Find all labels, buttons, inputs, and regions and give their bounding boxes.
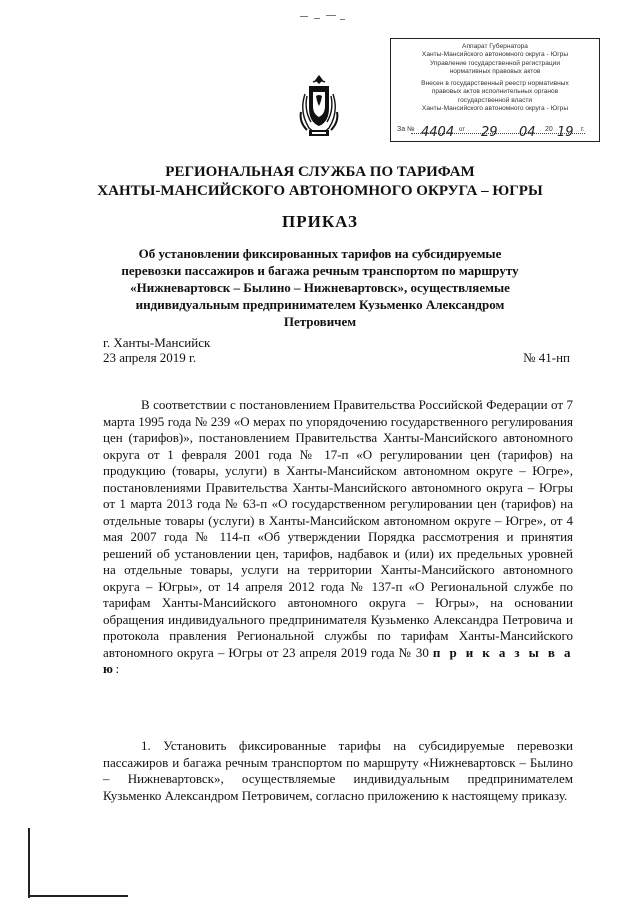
footer-line xyxy=(28,895,128,897)
stamp-line: нормативных правовых актов xyxy=(449,67,541,75)
margin-line xyxy=(28,828,30,898)
stamp-line: государственной власти xyxy=(457,96,533,104)
stamp-reg-day: 29 xyxy=(481,124,498,140)
org-line-2: ХАНТЫ-МАНСИЙСКОГО АВТОНОМНОГО ОКРУГА – ЮГРЫ xyxy=(97,183,543,199)
organization-title xyxy=(60,163,580,201)
stamp-line: Ханты-Мансийского автономного округа - Югры xyxy=(421,51,569,59)
document-city: г. Ханты-Мансийск xyxy=(103,335,211,350)
preamble-end: : xyxy=(115,661,120,676)
scan-artifact xyxy=(300,14,350,22)
stamp-line: Аппарат Губернатора xyxy=(462,43,528,50)
document-number: № 41-нп xyxy=(523,350,570,365)
stamp-reg-month: 04 xyxy=(519,124,536,140)
coat-of-arms-emblem xyxy=(295,72,343,142)
order-word: п р и к а з ы в а ю xyxy=(103,644,573,676)
clause-1-paragraph: 1. Установить фиксированные тарифы на субсидируемые перевозки пассажиров и багажа речным транспортом по маршруту «Нижневартовск – Былино – Нижневартовск», осуществляемые индивидуальным предпринимателем Кузьменко Александром Петровичем, согласно приложению к настоящему приказу. xyxy=(103,738,573,803)
document-subject: Об установлении фиксированных тарифов на субсидируемые перевозки пассажиров и багажа речным транспортом по маршруту «Нижневартовск – Былино – Нижневартовск», осуществляемые индивидуальным предпринимателем Кузьменко Александром Петровичем xyxy=(121,246,519,329)
stamp-registration-line: За № 4404 от 29 04 20 19 г. xyxy=(397,124,585,140)
stamp-line: Управление государственной регистрации xyxy=(429,59,561,67)
stamp-line: правовых актов исполнительных органов xyxy=(431,88,559,96)
stamp-line: Ханты-Мансийского автономного округа - Югры xyxy=(421,105,569,113)
stamp-line: Внесен в государственный реестр нормативных xyxy=(421,80,569,88)
preamble-paragraph xyxy=(103,397,573,678)
stamp-reg-number: 4404 xyxy=(421,124,455,140)
stamp-reg-label: За № xyxy=(397,125,415,133)
stamp-year-prefix: 20 xyxy=(545,125,553,133)
preamble-text: В соответствии с постановлением Правительства Российской Федерации от 7 марта 1995 года № 239 «О мерах по упорядочению государственного регулирования цен (тарифов)», постановлением Правительства Ханты-Мансийского автономного округа от 1 февраля 2001 года № 17-п «О регулировании цен (тарифов) на продукцию (товары, услуги) в Ханты-Мансийском автономном округе – Югре», постановлениями Правительства Ханты-Мансийского автономного округа – Югры от 1 марта 2013 года № 63-п «О государственном регулировании цен (тарифов) на отдельные товары (услуги) в Ханты-Мансийском автономном округе – Югре», от 4 мая 2007 года № 114-п «Об утверждении Порядка рассмотрения и принятия решений об установлении цен, тарифов, надбавок и (или) их предельных уровней на отдельные товары, услуги на территории Ханты-Мансийского автономного округа – Югры», от 14 апреля 2012 года № 137-п «О Региональной службе по тарифам Ханты-Мансийского автономного округа – Югры», на основании обращения индивидуального предпринимателя Кузьменко Александра Петровича и протокола правления Региональной службы по тарифам Ханты-Мансийского автономного округа – Югры от 23 апреля 2019 года № 30 xyxy=(103,397,573,660)
stamp-reg-year: 19 xyxy=(557,124,574,140)
org-line-1: РЕГИОНАЛЬНАЯ СЛУЖБА ПО ТАРИФАМ xyxy=(165,164,475,180)
document-date: 23 апреля 2019 г. xyxy=(103,350,197,365)
registration-stamp xyxy=(390,38,600,142)
document-type: ПРИКАЗ xyxy=(282,212,358,231)
stamp-year-suffix: г. xyxy=(581,125,585,133)
